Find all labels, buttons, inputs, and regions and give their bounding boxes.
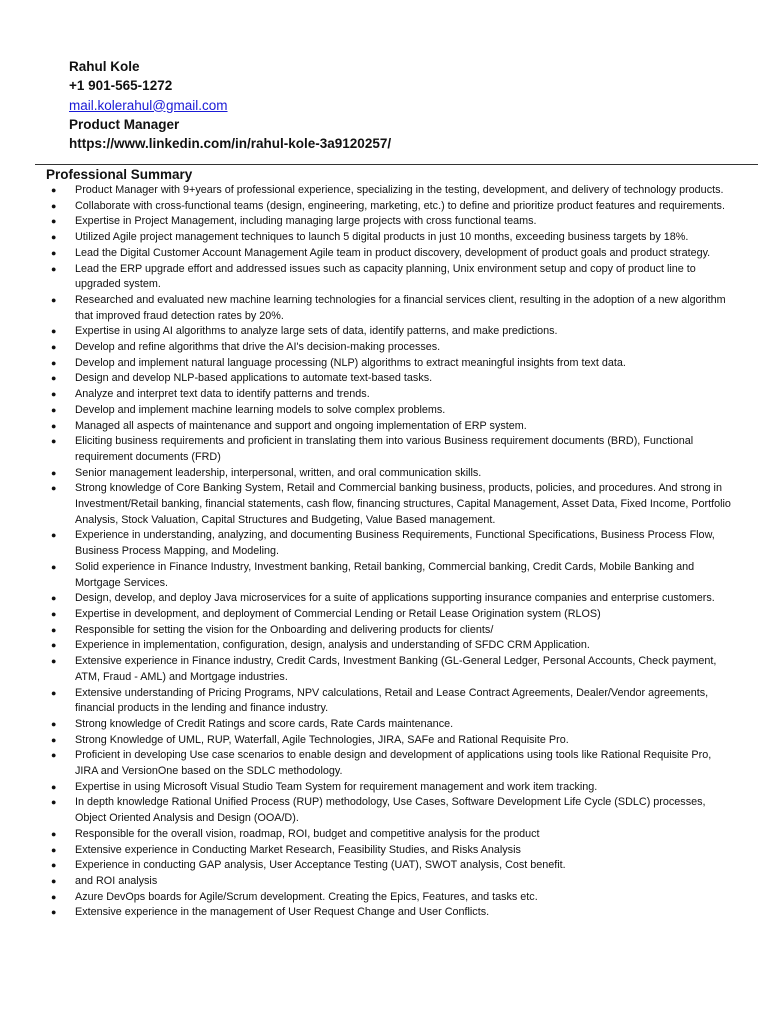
bullet-dot-icon: ● bbox=[51, 263, 57, 274]
bullet-dot-icon: ● bbox=[51, 718, 57, 729]
summary-item bbox=[0, 481, 768, 528]
bullet-dot-icon: ● bbox=[51, 420, 57, 431]
summary-item-text: Develop and implement machine learning models to solve complex problems. bbox=[75, 403, 446, 416]
linkedin-url: https://www.linkedin.com/in/rahul-kole-3a9120257/ bbox=[69, 136, 392, 152]
summary-item-text: Strong knowledge of Credit Ratings and score cards, Rate Cards maintenance. bbox=[75, 717, 454, 730]
summary-item bbox=[0, 324, 768, 340]
bullet-dot-icon: ● bbox=[51, 232, 57, 243]
summary-item bbox=[0, 528, 768, 559]
bullet-dot-icon: ● bbox=[51, 907, 57, 918]
bullet-dot-icon: ● bbox=[51, 530, 57, 541]
summary-item-text: Azure DevOps boards for Agile/Scrum development. Creating the Epics, Features, and tasks etc. bbox=[75, 890, 538, 903]
summary-item bbox=[0, 560, 768, 591]
bullet-dot-icon: ● bbox=[51, 828, 57, 839]
summary-item bbox=[0, 748, 768, 779]
bullet-dot-icon: ● bbox=[51, 734, 57, 745]
summary-item-text: Develop and implement natural language processing (NLP) algorithms to extract meaningful insights from text data. bbox=[75, 356, 626, 369]
bullet-dot-icon: ● bbox=[51, 185, 57, 195]
bullet-dot-icon: ● bbox=[51, 373, 57, 384]
summary-item-text: Responsible for the overall vision, roadmap, ROI, budget and competitive analysis for the product bbox=[75, 827, 540, 840]
bullet-dot-icon: ● bbox=[51, 200, 57, 211]
summary-item bbox=[0, 246, 768, 262]
summary-item bbox=[0, 623, 768, 639]
bullet-dot-icon: ● bbox=[51, 342, 57, 353]
bullet-dot-icon: ● bbox=[51, 860, 57, 871]
bullet-dot-icon: ● bbox=[51, 467, 57, 478]
summary-item bbox=[0, 434, 768, 465]
summary-item bbox=[0, 607, 768, 623]
summary-item bbox=[0, 214, 768, 230]
bullet-dot-icon: ● bbox=[51, 326, 57, 337]
job-title: Product Manager bbox=[69, 116, 180, 132]
bullet-dot-icon: ● bbox=[51, 216, 57, 227]
summary-item-text: Design, develop, and deploy Java microservices for a suite of applications supporting insurance companies and enterprise customers. bbox=[75, 592, 715, 605]
bullet-dot-icon: ● bbox=[51, 844, 57, 855]
summary-item bbox=[0, 843, 768, 859]
summary-item-text: Responsible for setting the vision for the Onboarding and delivering products for clients/ bbox=[75, 623, 494, 636]
summary-item-text: Eliciting business requirements and proficient in translating them into various Business requirement documents (BRD), Functional requirement documents (FRD) bbox=[75, 435, 694, 463]
summary-item bbox=[0, 403, 768, 419]
summary-item-text: Lead the ERP upgrade effort and addressed issues such as capacity planning, Unix environment setup and copy of product line to upgraded system. bbox=[75, 262, 696, 291]
summary-item bbox=[0, 387, 768, 403]
summary-item bbox=[0, 858, 768, 874]
phone-number: +1 901-565-1272 bbox=[69, 78, 173, 94]
summary-item bbox=[0, 905, 768, 921]
section-heading: Professional Summary bbox=[46, 167, 193, 182]
summary-item bbox=[0, 591, 768, 607]
summary-item-text: Utilized Agile project management techniques to launch 5 digital products in just 10 months, exceeding business targets by 18%. bbox=[75, 231, 689, 244]
bullet-dot-icon: ● bbox=[51, 875, 57, 886]
summary-item bbox=[0, 717, 768, 733]
bullet-dot-icon: ● bbox=[51, 561, 57, 572]
bullet-dot-icon: ● bbox=[51, 608, 57, 619]
summary-item-text: Proficient in developing Use case scenarios to enable design and development of applications using tools like Rational Requisite Pro, JIRA and VersionOne based on the SDLC methodology. bbox=[75, 749, 712, 778]
summary-item bbox=[0, 827, 768, 843]
summary-item-text: Solid experience in Finance Industry, Investment banking, Retail banking, Commercial banking, Credit Cards, Mobile Banking and Mortgage Services. bbox=[75, 560, 695, 589]
bullet-dot-icon: ● bbox=[51, 294, 57, 305]
summary-item bbox=[0, 686, 768, 717]
summary-item-text: Develop and refine algorithms that drive the AI's decision-making processes. bbox=[75, 341, 441, 354]
bullet-dot-icon: ● bbox=[51, 436, 57, 447]
summary-item bbox=[0, 795, 768, 826]
summary-item bbox=[0, 466, 768, 482]
bullet-dot-icon: ● bbox=[51, 797, 57, 808]
summary-item-text: Experience in conducting GAP analysis, User Acceptance Testing (UAT), SWOT analysis, Cost benefit. bbox=[75, 859, 566, 872]
summary-item-text: and ROI analysis bbox=[75, 874, 158, 887]
summary-item bbox=[0, 356, 768, 372]
bullet-dot-icon: ● bbox=[51, 640, 57, 651]
summary-item bbox=[0, 183, 768, 199]
bullet-dot-icon: ● bbox=[51, 404, 57, 415]
bullet-dot-icon: ● bbox=[51, 593, 57, 604]
summary-item-text: Extensive understanding of Pricing Programs, NPV calculations, Retail and Lease Contract Agreements, Dealer/Vendor agreements, financial products in the lending and finance industry. bbox=[75, 686, 709, 715]
summary-item-text: Product Manager with 9+years of professional experience, specializing in the testing, development, and delivery of technology products. bbox=[75, 184, 724, 196]
summary-item-text: Expertise in development, and deployment of Commercial Lending or Retail Lease Origination system (RLOS) bbox=[75, 607, 601, 620]
summary-item-text: Lead the Digital Customer Account Management Agile team in product discovery, development of product goals and product strategy. bbox=[75, 246, 711, 259]
contact-header bbox=[69, 57, 729, 153]
summary-item-text: Collaborate with cross-functional teams (design, engineering, marketing, etc.) to define and prioritize product features and requirements. bbox=[75, 199, 725, 212]
summary-item bbox=[0, 780, 768, 796]
summary-item bbox=[0, 419, 768, 435]
summary-item-text: Extensive experience in the management of User Request Change and User Conflicts. bbox=[75, 906, 490, 919]
summary-item-text: Extensive experience in Conducting Market Research, Feasibility Studies, and Risks Analysis bbox=[75, 843, 521, 856]
summary-item bbox=[0, 890, 768, 906]
summary-item-text: Expertise in using AI algorithms to analyze large sets of data, identify patterns, and make predictions. bbox=[75, 325, 558, 338]
bullet-dot-icon: ● bbox=[51, 687, 57, 698]
summary-item-text: In depth knowledge Rational Unified Process (RUP) methodology, Use Cases, Software Development Life Cycle (SDLC) processes, Object Oriented Analysis and Design (OOA/D). bbox=[75, 796, 706, 825]
summary-item bbox=[0, 733, 768, 749]
summary-item bbox=[0, 340, 768, 356]
summary-item bbox=[0, 199, 768, 215]
summary-item-text: Extensive experience in Finance industry, Credit Cards, Investment Banking (GL-General Ledger, Personal Accounts, Check payment, ATM, Fraud - AML) and Mortgage industries. bbox=[75, 655, 717, 683]
summary-item-text: Strong Knowledge of UML, RUP, Waterfall, Agile Technologies, JIRA, SAFe and Rational Requisite Pro. bbox=[75, 733, 569, 746]
bullet-dot-icon: ● bbox=[51, 357, 57, 368]
summary-item bbox=[0, 371, 768, 387]
bullet-dot-icon: ● bbox=[51, 656, 57, 667]
summary-item bbox=[0, 638, 768, 654]
candidate-name: Rahul Kole bbox=[69, 59, 140, 74]
summary-item-text: Experience in understanding, analyzing, and documenting Business Requirements, Functional Specifications, Business Process Flow, Business Process Mapping, and Modeling. bbox=[75, 529, 715, 558]
summary-item-text: Design and develop NLP-based applications to automate text-based tasks. bbox=[75, 372, 433, 385]
email-link[interactable]: mail.kolerahul@gmail.com bbox=[69, 97, 228, 113]
summary-item-text: Researched and evaluated new machine learning technologies for a financial services client, resulting in the adoption of a new algorithm that improved fraud detection rates by 20%. bbox=[75, 293, 726, 322]
bullet-dot-icon: ● bbox=[51, 624, 57, 635]
summary-item-text: Strong knowledge of Core Banking System, Retail and Commercial banking business, products, policies, and procedures. And strong in Investment/Retail banking, financial statements, cash flow, financing structures, Capital Management, Asset Data, Fixed Income, Portfolio Analysis, Stock Valuation, Capital Structures and Budgeting, Value Based management. bbox=[75, 482, 731, 526]
summary-item-text: Managed all aspects of maintenance and support and ongoing implementation of ERP system. bbox=[75, 419, 527, 432]
summary-item-text: Expertise in Project Management, including managing large projects with cross functional teams. bbox=[75, 215, 537, 228]
summary-item bbox=[0, 654, 768, 685]
summary-item-text: Experience in implementation, configuration, design, analysis and understanding of SFDC CRM Application. bbox=[75, 639, 590, 652]
summary-item bbox=[0, 293, 768, 324]
bullet-dot-icon: ● bbox=[51, 247, 57, 258]
summary-item bbox=[0, 874, 768, 890]
bullet-dot-icon: ● bbox=[51, 483, 57, 494]
summary-list bbox=[0, 183, 768, 921]
bullet-dot-icon: ● bbox=[51, 389, 57, 400]
bullet-dot-icon: ● bbox=[51, 750, 57, 761]
summary-item bbox=[0, 262, 768, 293]
section-divider bbox=[35, 164, 758, 165]
summary-item-text: Expertise in using Microsoft Visual Studio Team System for requirement management and work item tracking. bbox=[75, 780, 598, 793]
bullet-dot-icon: ● bbox=[51, 781, 57, 792]
summary-item-text: Analyze and interpret text data to identify patterns and trends. bbox=[75, 388, 370, 401]
summary-item bbox=[0, 230, 768, 246]
bullet-dot-icon: ● bbox=[51, 891, 57, 902]
summary-item-text: Senior management leadership, interpersonal, written, and oral communication skills. bbox=[75, 466, 482, 479]
